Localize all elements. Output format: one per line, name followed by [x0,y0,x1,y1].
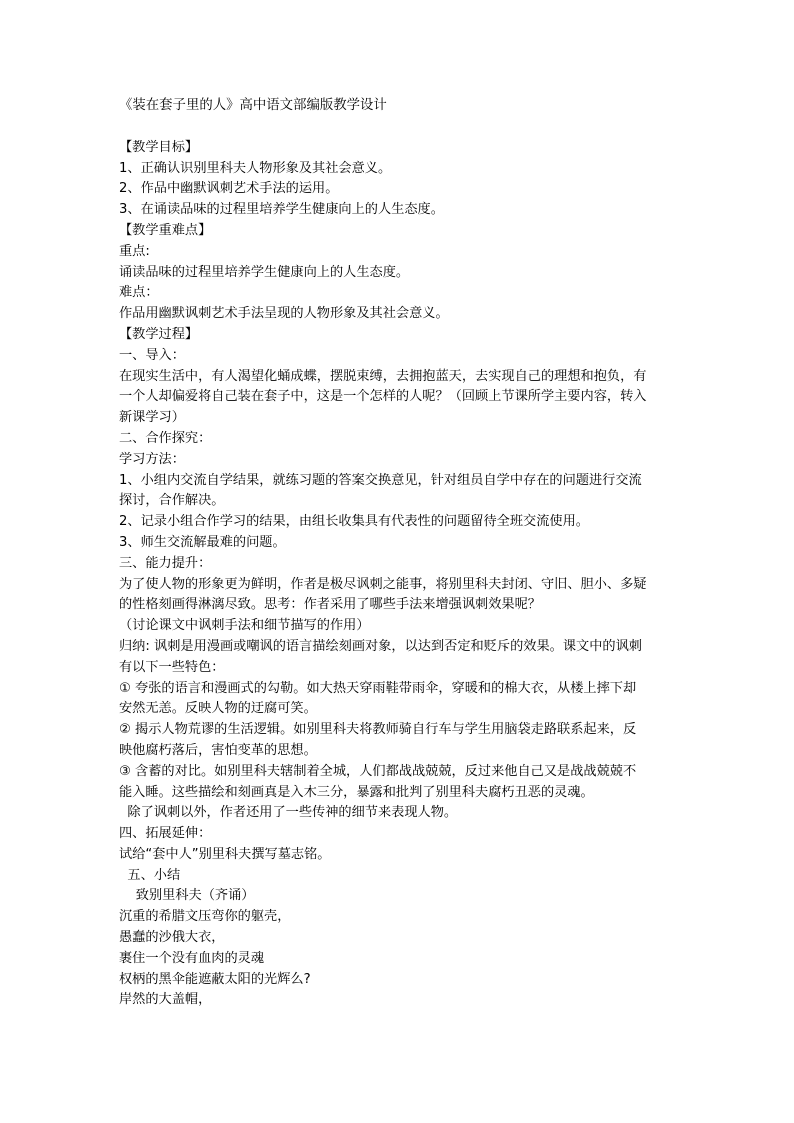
document-lines [119,138,679,1011]
document-line: 沉重的希腊文压弯你的躯壳， [119,909,291,925]
document-line: 【教学目标】 [119,139,199,155]
document-line: 在现实生活中，有人渴望化蛹成蝶，摆脱束缚，去拥抱蓝天，去实现自己的理想和抱负，有 [119,368,647,384]
document-line: 新课学习） [119,410,185,426]
document-line: 一个人却偏爱将自己装在套子中，这是一个怎样的人呢？（回顾上节课所学主要内容，转入 [119,389,647,405]
document-line: 二、合作探究： [119,430,212,446]
document-title: 《装在套子里的人》高中语文部编版教学设计 [119,98,387,113]
document-body [119,96,679,1011]
document-line: 重点: [119,243,150,259]
document-line: 的性格刻画得淋漓尽致。思考：作者采用了哪些手法来增强讽刺效果呢？ [119,597,541,613]
document-line: 2、作品中幽默讽刺艺术手法的运用。 [119,181,339,197]
document-line: 3、师生交流解最难的问题。 [119,534,286,550]
document-line: 1、正确认识别里科夫人物形象及其社会意义。 [119,160,392,176]
document-line: 归纳: 讽刺是用漫画或嘲讽的语言描绘刻画对象，以达到否定和贬斥的效果。课文中的讽刺 [119,638,642,654]
document-line: 2、记录小组合作学习的结果，由组长收集具有代表性的问题留待全班交流使用。 [119,514,589,530]
document-line: 四、拓展延伸： [119,826,212,842]
document-line: 除了讽刺以外，作者还用了一些传神的细节来表现人物。 [119,805,458,821]
document-line: 学习方法： [119,451,185,467]
document-line: 试给“套中人”别里科夫撰写墓志铭。 [119,846,331,862]
document-line: 权柄的黑伞能遮蔽太阳的光辉么? [119,971,311,987]
document-line: 【教学重难点】 [119,222,212,238]
document-line: 探讨，合作解决。 [119,493,225,509]
document-line: （讨论课文中讽刺手法和细节描写的作用） [119,618,370,634]
document-line: 愚蠢的沙俄大衣， [119,930,225,946]
document-line: 作品用幽默讽刺艺术手法呈现的人物形象及其社会意义。 [119,306,449,322]
document-line: ① 夸张的语言和漫画式的勾勒。如大热天穿雨鞋带雨伞，穿暖和的棉大衣，从楼上摔下却 [119,680,637,696]
document-line: 能入睡。这些描绘和刻画真是入木三分，暴露和批判了别里科夫腐朽丑恶的灵魂。 [119,784,594,800]
document-line: 为了使人物的形象更为鲜明，作者是极尽讽刺之能事，将别里科夫封闭、守旧、胆小、多疑 [119,576,647,592]
document-line: 1、小组内交流自学结果，就练习题的答案交换意见，针对组员自学中存在的问题进行交流 [119,472,642,488]
document-line: 岸然的大盖帽， [119,992,212,1008]
document-line: ③ 含蓄的对比。如别里科夫辖制着全城，人们都战战兢兢，反过来他自己又是战战兢兢不 [119,763,637,779]
document-line: 有以下一些特色： [119,659,225,675]
document-line: 诵读品味的过程里培养学生健康向上的人生态度。 [119,264,410,280]
document-line: 一、导入： [119,347,185,363]
document-line: 三、能力提升： [119,555,212,571]
document-line: 裹住一个没有血肉的灵魂 [119,950,265,966]
document-line: 致别里科夫（齐诵） [119,888,255,904]
document-line: 【教学过程】 [119,326,199,342]
document-line: 映他腐朽落后，害怕变革的思想。 [119,742,317,758]
document-line: 五、小结 [119,867,181,883]
document-line: 难点： [119,285,159,301]
document-line: 3、在诵读品味的过程里培养学生健康向上的人生态度。 [119,202,444,218]
document-line: 安然无恙。反映人物的迂腐可笑。 [119,701,317,717]
document-line: ② 揭示人物荒谬的生活逻辑。如别里科夫将教师骑自行车与学生用脑袋走路联系起来，反 [119,722,637,738]
